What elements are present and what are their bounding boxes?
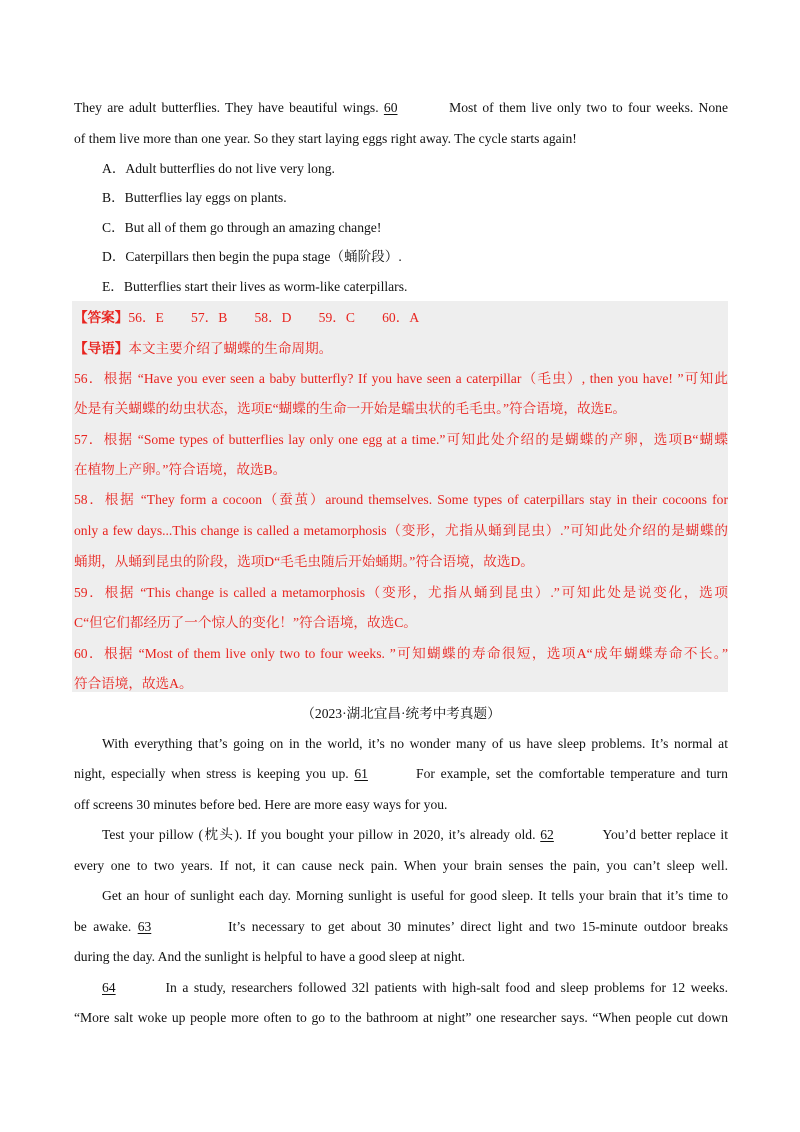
passage-line: during the day. And the sunlight is helpful to have a good sleep at night.	[74, 949, 466, 964]
text-span: night, especially when stress is keeping you up.	[74, 766, 349, 781]
blank-60[interactable]: 60	[383, 100, 398, 115]
guide-tag: 【导语】	[74, 341, 129, 356]
passage-line: With everything that’s going on in the world, it’s no wonder many of us have sleep problems. It’s normal at	[102, 736, 728, 751]
text-span: In a study, researchers followed 32l patients with high-salt food and sleep problems for 12 weeks.	[165, 980, 728, 995]
text-span: For example, set the comfortable temperature and turn	[416, 766, 728, 781]
explanation-line: 蛹期，从蛹到昆虫的阶段，选项D“毛毛虫随后开始蛹期。”符合语境，故选D。	[74, 554, 534, 569]
blank-64[interactable]: 64	[102, 980, 116, 995]
text-span: Test your pillow (枕头). If you bought your pillow in 2020, it’s already old.	[102, 827, 536, 842]
passage-line: “More salt woke up people more often to go to the bathroom at night” one researcher says. “When people cut down	[74, 1010, 728, 1025]
source-title: （2023·湖北宜昌·统考中考真题）	[301, 706, 501, 721]
passage-line: of them live more than one year. So they start laying eggs right away. The cycle starts again!	[74, 131, 577, 146]
blank-63[interactable]: 63	[137, 919, 152, 934]
explanation-line: only a few days...This change is called a metamorphosis（变形，尤指从蛹到昆虫）.”可知此处介绍的是蝴蝶的	[74, 523, 728, 538]
passage-line: off screens 30 minutes before bed. Here are more easy ways for you.	[74, 797, 448, 812]
explanation-line: 在植物上产卵。”符合语境，故选B。	[74, 462, 287, 477]
text-span: Most of them live only two to four weeks. None	[449, 100, 728, 115]
text-span: You’d better replace it	[602, 827, 728, 842]
option-b: B．Butterflies lay eggs on plants.	[102, 190, 287, 205]
explanation-line: C“但它们都经历了一个惊人的变化！”符合语境，故选C。	[74, 615, 417, 630]
option-d: D．Caterpillars then begin the pupa stage（蛹阶段）.	[102, 249, 402, 264]
blank-62[interactable]: 62	[540, 827, 554, 842]
answer-tag: 【答案】	[74, 310, 129, 325]
option-e: E．Butterflies start their lives as worm-like caterpillars.	[102, 279, 408, 294]
text-span: It’s necessary to get about 30 minutes’ direct light and two 15-minute outdoor breaks	[228, 919, 729, 934]
option-c: C．But all of them go through an amazing change!	[102, 220, 382, 235]
passage-line	[102, 979, 728, 997]
explanation-line: 59．根据 “This change is called a metamorphosis（变形，尤指从蛹到昆虫）.”可知此处是说变化，选项	[74, 585, 728, 600]
passage-line	[102, 826, 728, 844]
blank-61[interactable]: 61	[354, 766, 368, 781]
passage-line	[74, 99, 728, 117]
option-a: A．Adult butterflies do not live very long.	[102, 161, 335, 176]
explanation-line: 58．根据 “They form a cocoon（蚕茧）around themselves. Some types of caterpillars stay in their cocoons for	[74, 492, 728, 507]
explanation-line: 57．根据 “Some types of butterflies lay only one egg at a time.”可知此处介绍的是蝴蝶的产卵，选项B“蝴蝶	[74, 432, 728, 447]
passage-line	[74, 765, 728, 783]
passage-line	[74, 918, 728, 936]
text-span: They are adult butterflies. They have beautiful wings.	[74, 100, 379, 115]
explanation-line: 60．根据 “Most of them live only two to four weeks. ”可知蝴蝶的寿命很短，选项A“成年蝴蝶寿命不长。”	[74, 646, 728, 661]
text-span: be awake.	[74, 919, 132, 934]
passage-line: Get an hour of sunlight each day. Morning sunlight is useful for good sleep. It tells your brain that it’s time to	[102, 888, 728, 903]
guide-text: 本文主要介绍了蝴蝶的生命周期。	[128, 341, 333, 356]
passage-line: every one to two years. If not, it can cause neck pain. When your brain senses the pain, you can’t sleep well.	[74, 858, 728, 873]
explanation-line: 56．根据 “Have you ever seen a baby butterfly? If you have seen a caterpillar（毛虫）, then you have! ”可知此	[74, 371, 728, 386]
explanation-line: 处是有关蝴蝶的幼虫状态，选项E“蝴蝶的生命一开始是蠕虫状的毛毛虫。”符合语境，故选E。	[74, 401, 627, 416]
answer-text: 56．E 57．B 58．D 59．C 60．A	[128, 310, 420, 325]
guide-line	[74, 340, 728, 358]
answer-line	[74, 309, 728, 327]
explanation-line: 符合语境，故选A。	[74, 676, 193, 691]
